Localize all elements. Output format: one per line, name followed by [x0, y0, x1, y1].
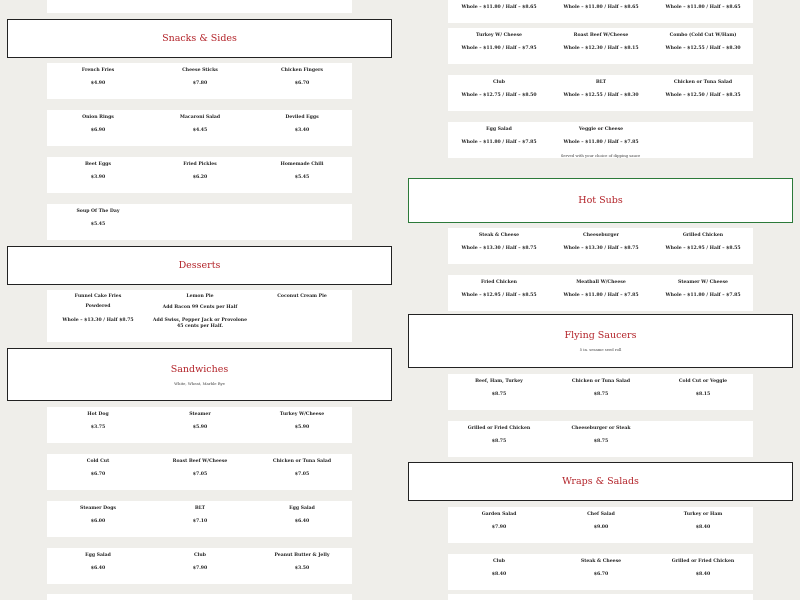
item-price: Whole – $11.80 / Half – $8.65 [563, 5, 639, 10]
left-menu-column [7, 0, 392, 600]
item-name: Fried Pickles [183, 162, 217, 167]
item-price: $6.70 [90, 472, 106, 477]
item-price: $8.40 [491, 572, 507, 577]
item-price: Whole – $11.90 / Half – $7.95 [461, 46, 537, 51]
item-price: Whole – $12.75 / Half – $8.50 [461, 93, 537, 98]
menu-row-panel [448, 507, 753, 543]
section-note: White, Wheat, Marble Rye [174, 380, 225, 386]
item-price: $9.00 [593, 525, 609, 530]
section-note: 5 in. sesame seed roll [579, 347, 622, 352]
item-price: $6.90 [90, 128, 106, 133]
item-price: Whole – $13.30 / Half – $8.75 [461, 246, 537, 251]
item-price: Whole – $11.80 / Half – $7.85 [461, 140, 537, 145]
item-name: Egg Salad [486, 127, 512, 132]
item-price: $4.45 [192, 128, 208, 133]
item-price: Whole – $13.30 / Half $8.75 [62, 318, 134, 323]
item-price: $7.10 [192, 519, 208, 524]
item-price: $6.40 [90, 566, 106, 571]
item-price: $8.15 [695, 392, 711, 397]
section-title: Hot Subs [578, 195, 623, 206]
item-price: $5.90 [192, 425, 208, 430]
menu-panel-partial [448, 594, 753, 600]
item-name: Macaroni Salad [179, 115, 221, 120]
menu-panel-partial [47, 0, 352, 13]
item-name: Steak & Cheese [580, 559, 622, 564]
item-name: Deviled Eggs [285, 115, 319, 120]
section-title: Sandwiches [170, 363, 229, 375]
item-price: $6.00 [90, 519, 106, 524]
item-price: $7.90 [192, 566, 208, 571]
item-name: Cheeseburger or Steak [571, 426, 631, 431]
section-title: Desserts [178, 260, 221, 271]
item-name: Chicken or Tuna Salad [272, 459, 332, 464]
item-price: $8.75 [491, 392, 507, 397]
item-price: $5.90 [294, 425, 310, 430]
item-price: $8.75 [593, 392, 609, 397]
item-name: Chicken Fingers [280, 68, 324, 73]
right-menu-column [408, 0, 793, 600]
item-price: $3.50 [294, 566, 310, 571]
item-name: Club [493, 80, 505, 85]
item-price: Whole – $11.80 / Half – $7.85 [563, 140, 639, 145]
item-name: Cheese Sticks [182, 68, 218, 73]
section-header-desserts [7, 246, 392, 285]
item-name: BLT [595, 80, 607, 85]
item-price: Whole – $12.55 / Half – $8.30 [665, 46, 741, 51]
item-price: $3.75 [90, 425, 106, 430]
item-name: Coconut Cream Pie [277, 294, 327, 299]
section-header-hot-subs [408, 178, 793, 223]
menu-row-panel [448, 28, 753, 64]
menu-row-panel [448, 421, 753, 457]
item-name: Peanut Butter & Jelly [274, 553, 330, 558]
item-price: Whole – $11.80 / Half – $8.65 [665, 5, 741, 10]
item-name: French Fries [81, 68, 115, 73]
item-price: Whole – $12.50 / Half – $8.35 [665, 93, 741, 98]
item-name: Beet Eggs [85, 162, 111, 167]
item-name: Steak & Cheese [478, 233, 520, 238]
item-price: $8.75 [491, 439, 507, 444]
item-name: Chicken or Tuna Salad [673, 80, 733, 85]
item-name: Homemade Chili [280, 162, 324, 167]
item-price: Whole – $12.95 / Half – $8.55 [461, 293, 537, 298]
item-name: Chef Salad [587, 512, 615, 517]
menu-row-panel [47, 110, 352, 146]
item-name: Steamer Dogs [80, 506, 116, 511]
desserts-panel [47, 290, 352, 342]
item-name: Veggie or Cheese [578, 127, 624, 132]
item-name: Grilled or Fried Chicken [467, 426, 531, 431]
section-title: Flying Saucers [564, 330, 637, 341]
item-price: $6.20 [192, 175, 208, 180]
section-title: Snacks & Sides [162, 33, 237, 44]
menu-panel-partial [47, 594, 352, 600]
item-name: Lemon Pie [186, 294, 214, 299]
item-price: $8.40 [695, 525, 711, 530]
item-price: $5.45 [90, 222, 106, 227]
menu-row-panel [47, 407, 352, 443]
item-price: $7.05 [192, 472, 208, 477]
item-name: Grilled Chicken [682, 233, 724, 238]
item-name: Club [493, 559, 505, 564]
section-header-sandwiches [7, 348, 392, 401]
menu-row-panel [47, 548, 352, 584]
item-name: Onion Rings [82, 115, 114, 120]
item-name: Turkey W/ Cheese [476, 33, 522, 38]
item-name: Turkey or Ham [683, 512, 723, 517]
item-note: Add Bacon 99 Cents per Half [162, 305, 238, 310]
item-name: Cheeseburger [583, 233, 619, 238]
section-note: Served with your choice of dipping sauce [560, 153, 641, 158]
item-name: Fried Chicken [480, 280, 518, 285]
item-name: Cold Cut or Veggie [678, 379, 728, 384]
item-price: $3.90 [90, 175, 106, 180]
item-price: Whole – $12.95 / Half – $8.55 [665, 246, 741, 251]
item-price: Whole – $12.55 / Half – $8.30 [563, 93, 639, 98]
item-price: $5.45 [294, 175, 310, 180]
item-price: $6.40 [294, 519, 310, 524]
item-name: Grilled or Fried Chicken [671, 559, 735, 564]
item-name: Cold Cut [86, 459, 110, 464]
item-name: Club [194, 553, 206, 558]
menu-row-panel [448, 228, 753, 264]
item-price: $7.05 [294, 472, 310, 477]
menu-row-panel [448, 275, 753, 311]
item-price: $4.90 [90, 81, 106, 86]
menu-row-panel [448, 0, 753, 23]
item-name: Roast Beef W/Cheese [573, 33, 629, 38]
section-header-wraps-salads [408, 462, 793, 501]
item-name: Steamer [189, 412, 211, 417]
item-price: $8.75 [593, 439, 609, 444]
item-name: Combo (Cold Cut W/Ham) [669, 33, 737, 38]
item-name: Meatball W/Cheese [576, 280, 626, 285]
item-name: Hot Dog [87, 412, 109, 417]
item-price: Whole – $11.80 / Half – $7.85 [665, 293, 741, 298]
menu-row-panel [448, 75, 753, 111]
item-name: Turkey W/Cheese [279, 412, 325, 417]
section-title: Wraps & Salads [562, 476, 639, 487]
section-header-flying-saucers [408, 314, 793, 368]
menu-row-panel [47, 63, 352, 99]
menu-row-panel [47, 501, 352, 537]
item-price: $6.70 [593, 572, 609, 577]
item-price: $7.90 [491, 525, 507, 530]
item-name: Chicken or Tuna Salad [571, 379, 631, 384]
item-price: $3.40 [294, 128, 310, 133]
item-price: Whole – $13.30 / Half – $8.75 [563, 246, 639, 251]
item-name: Funnel Cake Fries [74, 294, 122, 299]
menu-row-panel [448, 374, 753, 410]
item-note: Add Swiss, Pepper Jack or Provolone 45 cents per Half. [152, 318, 248, 329]
item-price: Whole – $11.80 / Half – $8.65 [461, 5, 537, 10]
item-name: Egg Salad [289, 506, 315, 511]
item-name: Roast Beef W/Cheese [172, 459, 228, 464]
item-price: $8.40 [695, 572, 711, 577]
menu-row-panel [47, 454, 352, 490]
item-price: Whole – $11.80 / Half – $7.85 [563, 293, 639, 298]
item-name: Egg Salad [85, 553, 111, 558]
item-name: Soup Of The Day [76, 209, 120, 214]
item-name: Beef, Ham, Turkey [475, 379, 523, 384]
item-price: $7.80 [192, 81, 208, 86]
item-name: BLT [194, 506, 206, 511]
item-price: $6.70 [294, 81, 310, 86]
menu-row-panel [47, 157, 352, 193]
menu-row-panel [47, 204, 352, 240]
item-name: Garden Salad [481, 512, 517, 517]
item-price: Whole – $12.30 / Half – $8.15 [563, 46, 639, 51]
item-name: Steamer W/ Cheese [678, 280, 728, 285]
item-note: Powdered [85, 304, 111, 309]
section-header-snacks [7, 19, 392, 58]
menu-row-panel [448, 554, 753, 590]
